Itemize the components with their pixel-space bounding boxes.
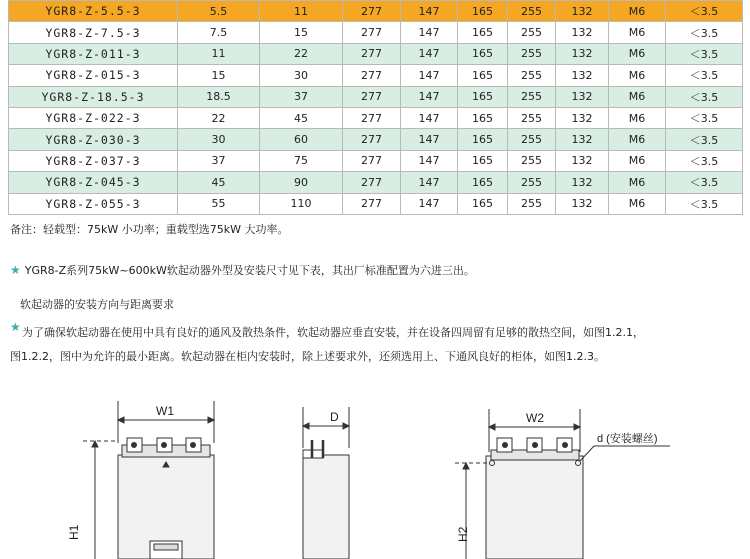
table-cell: 255 bbox=[508, 1, 556, 22]
table-cell: 132 bbox=[556, 150, 609, 171]
table-cell: M6 bbox=[609, 193, 666, 214]
table-row bbox=[9, 193, 743, 214]
table-cell: 277 bbox=[343, 150, 401, 171]
table-cell: 55 bbox=[178, 193, 260, 214]
table-cell: 132 bbox=[556, 107, 609, 128]
table-cell: 132 bbox=[556, 43, 609, 64]
table-row bbox=[9, 43, 743, 64]
table-cell: ＜3.5 bbox=[666, 193, 743, 214]
table-cell: 147 bbox=[401, 1, 458, 22]
table-cell: M6 bbox=[609, 86, 666, 107]
table-cell: 165 bbox=[458, 22, 508, 43]
dimension-diagram bbox=[0, 390, 750, 559]
table-cell: 165 bbox=[458, 86, 508, 107]
table-cell: 11 bbox=[260, 1, 343, 22]
table-cell: 277 bbox=[343, 172, 401, 193]
model-cell: YGR8-Z-7.5-3 bbox=[9, 22, 178, 43]
table-cell: 132 bbox=[556, 22, 609, 43]
table-cell: 165 bbox=[458, 1, 508, 22]
table-cell: ＜3.5 bbox=[666, 1, 743, 22]
table-cell: M6 bbox=[609, 107, 666, 128]
table-cell: 255 bbox=[508, 107, 556, 128]
table-cell: 277 bbox=[343, 22, 401, 43]
table-cell: ＜3.5 bbox=[666, 150, 743, 171]
table-cell: M6 bbox=[609, 1, 666, 22]
table-cell: 132 bbox=[556, 172, 609, 193]
table-cell: 147 bbox=[401, 150, 458, 171]
table-cell: 15 bbox=[260, 22, 343, 43]
table-cell: 277 bbox=[343, 107, 401, 128]
model-cell: YGR8-Z-5.5-3 bbox=[9, 1, 178, 22]
table-cell: M6 bbox=[609, 43, 666, 64]
table-cell: 37 bbox=[260, 86, 343, 107]
table-cell: ＜3.5 bbox=[666, 107, 743, 128]
table-cell: 22 bbox=[260, 43, 343, 64]
label-h1: H1 bbox=[67, 524, 81, 540]
table-cell: M6 bbox=[609, 22, 666, 43]
table-cell: 15 bbox=[178, 65, 260, 86]
series-text: YGR8-Z系列75kW~600kW软起动器外型及安装尺寸见下表，其出厂标准配置为六进三出。 bbox=[24, 264, 475, 277]
table-row bbox=[9, 22, 743, 43]
table-cell: 45 bbox=[178, 172, 260, 193]
table-row bbox=[9, 172, 743, 193]
table-cell: 37 bbox=[178, 150, 260, 171]
table-cell: 45 bbox=[260, 107, 343, 128]
table-cell: 277 bbox=[343, 129, 401, 150]
table-cell: 165 bbox=[458, 129, 508, 150]
note-text: 备注：轻载型：75kW 小功率；重载型选75kW 大功率。 bbox=[10, 223, 289, 236]
table-cell: 30 bbox=[260, 65, 343, 86]
table-cell: M6 bbox=[609, 150, 666, 171]
model-cell: YGR8-Z-011-3 bbox=[9, 43, 178, 64]
table-cell: 255 bbox=[508, 22, 556, 43]
side-view bbox=[303, 407, 349, 559]
table-cell: 165 bbox=[458, 172, 508, 193]
table-cell: 132 bbox=[556, 129, 609, 150]
table-cell: 147 bbox=[401, 86, 458, 107]
star-icon: ★ bbox=[10, 263, 21, 277]
table-cell: 75 bbox=[260, 150, 343, 171]
table-cell: 7.5 bbox=[178, 22, 260, 43]
label-d: D bbox=[330, 410, 339, 424]
table-cell: ＜3.5 bbox=[666, 65, 743, 86]
table-row bbox=[9, 1, 743, 22]
table-cell: 5.5 bbox=[178, 1, 260, 22]
table-cell: 132 bbox=[556, 86, 609, 107]
table-cell: 255 bbox=[508, 86, 556, 107]
table-cell: 277 bbox=[343, 43, 401, 64]
label-w2: W2 bbox=[526, 411, 544, 425]
table-cell: 165 bbox=[458, 65, 508, 86]
label-screw: d (安装螺丝) bbox=[597, 433, 658, 445]
table-cell: 132 bbox=[556, 193, 609, 214]
model-cell: YGR8-Z-18.5-3 bbox=[9, 86, 178, 107]
table-cell: 255 bbox=[508, 172, 556, 193]
star-icon: ★ bbox=[10, 320, 21, 334]
table-cell: 90 bbox=[260, 172, 343, 193]
label-h2: H2 bbox=[456, 526, 470, 542]
table-cell: 147 bbox=[401, 43, 458, 64]
model-cell: YGR8-Z-022-3 bbox=[9, 107, 178, 128]
table-cell: 18.5 bbox=[178, 86, 260, 107]
table-cell: 147 bbox=[401, 65, 458, 86]
section-title: 软起动器的安装方向与距离要求 bbox=[20, 298, 174, 311]
table-row bbox=[9, 65, 743, 86]
table-cell: 277 bbox=[343, 86, 401, 107]
table-cell: 277 bbox=[343, 193, 401, 214]
table-cell: 165 bbox=[458, 150, 508, 171]
paragraph-line-1: 为了确保软起动器在使用中具有良好的通风及散热条件，软起动器应垂直安装，并在设备四周留有足够的散热空间，如图1.2.1， bbox=[22, 326, 644, 339]
table-cell: 255 bbox=[508, 65, 556, 86]
spec-table bbox=[8, 0, 743, 215]
table-row bbox=[9, 86, 743, 107]
table-cell: 277 bbox=[343, 1, 401, 22]
table-cell: M6 bbox=[609, 172, 666, 193]
model-cell: YGR8-Z-045-3 bbox=[9, 172, 178, 193]
table-cell: 147 bbox=[401, 193, 458, 214]
table-row bbox=[9, 107, 743, 128]
table-cell: 165 bbox=[458, 43, 508, 64]
table-cell: 147 bbox=[401, 107, 458, 128]
back-view bbox=[455, 409, 670, 559]
table-cell: 255 bbox=[508, 129, 556, 150]
table-cell: 147 bbox=[401, 129, 458, 150]
table-cell: 22 bbox=[178, 107, 260, 128]
table-cell: ＜3.5 bbox=[666, 172, 743, 193]
table-cell: 165 bbox=[458, 107, 508, 128]
table-row bbox=[9, 150, 743, 171]
table-cell: ＜3.5 bbox=[666, 43, 743, 64]
label-w1: W1 bbox=[156, 404, 174, 418]
front-view bbox=[83, 401, 214, 559]
table-cell: 165 bbox=[458, 193, 508, 214]
table-cell: ＜3.5 bbox=[666, 22, 743, 43]
paragraph-line-2: 图1.2.2，图中为允许的最小距离。软起动器在柜内安装时，除上述要求外，还须选用上、下通风良好的柜体，如图1.2.3。 bbox=[10, 350, 605, 363]
table-cell: 147 bbox=[401, 172, 458, 193]
table-cell: 30 bbox=[178, 129, 260, 150]
table-cell: ＜3.5 bbox=[666, 86, 743, 107]
model-cell: YGR8-Z-037-3 bbox=[9, 150, 178, 171]
table-cell: 277 bbox=[343, 65, 401, 86]
table-cell: 110 bbox=[260, 193, 343, 214]
table-cell: ＜3.5 bbox=[666, 129, 743, 150]
model-cell: YGR8-Z-015-3 bbox=[9, 65, 178, 86]
table-cell: 147 bbox=[401, 22, 458, 43]
table-cell: 255 bbox=[508, 150, 556, 171]
table-cell: 11 bbox=[178, 43, 260, 64]
table-cell: 132 bbox=[556, 1, 609, 22]
series-line bbox=[10, 262, 475, 278]
model-cell: YGR8-Z-030-3 bbox=[9, 129, 178, 150]
table-cell: 255 bbox=[508, 193, 556, 214]
table-cell: M6 bbox=[609, 129, 666, 150]
install-paragraph bbox=[10, 321, 745, 369]
model-cell: YGR8-Z-055-3 bbox=[9, 193, 178, 214]
table-cell: 60 bbox=[260, 129, 343, 150]
table-cell: M6 bbox=[609, 65, 666, 86]
table-cell: 255 bbox=[508, 43, 556, 64]
table-row bbox=[9, 129, 743, 150]
table-cell: 132 bbox=[556, 65, 609, 86]
